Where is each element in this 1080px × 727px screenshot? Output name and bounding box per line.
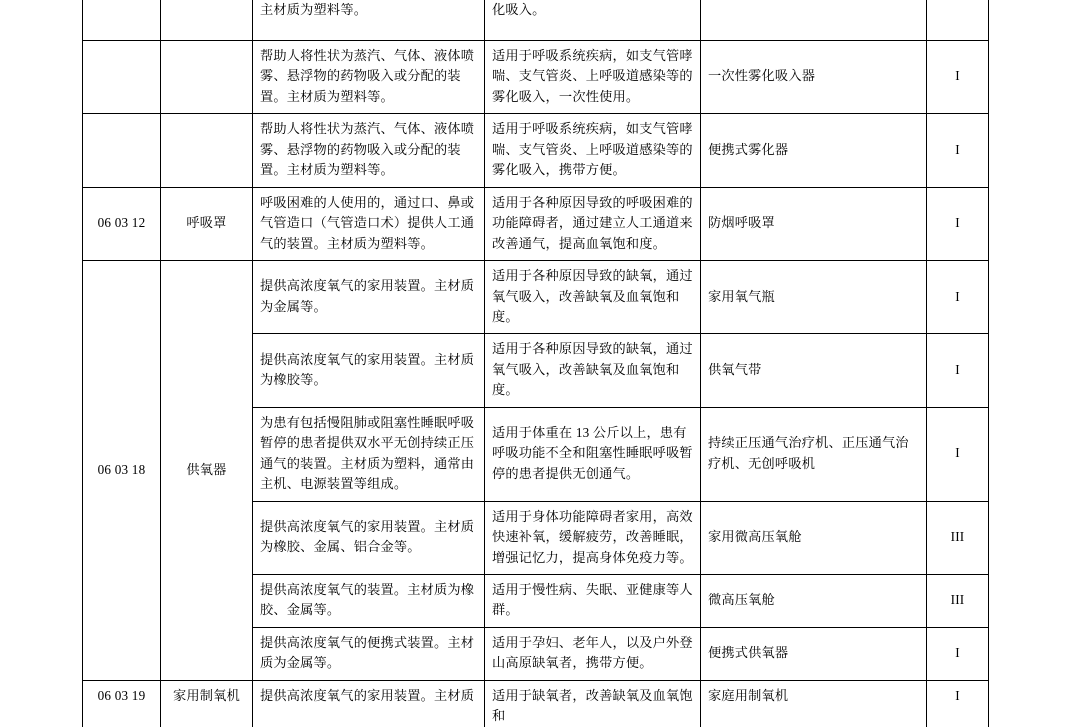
cell-product: 便携式雾化器 (701, 114, 927, 187)
medical-device-classification-table (82, 0, 989, 727)
cell-description: 帮助人将性状为蒸汽、气体、液体喷雾、悬浮物的药物吸入或分配的装置。主材质为塑料等。 (253, 114, 485, 187)
cell-description: 提供高浓度氧气的家用装置。主材质 (253, 680, 485, 726)
cell-scope: 适用于各种原因导致的呼吸困难的功能障碍者，通过建立人工通道来改善通气，提高血氧饱和度。 (485, 187, 701, 260)
cell-name (161, 0, 253, 41)
cell-product: 家庭用制氧机 (701, 680, 927, 726)
cell-code: 06 03 12 (83, 187, 161, 260)
cell-description: 提供高浓度氧气的便携式装置。主材质为金属等。 (253, 627, 485, 680)
cell-code (83, 41, 161, 114)
cell-description: 帮助人将性状为蒸汽、气体、液体喷雾、悬浮物的药物吸入或分配的装置。主材质为塑料等。 (253, 41, 485, 114)
cell-scope: 适用于孕妇、老年人，以及户外登山高原缺氧者，携带方便。 (485, 627, 701, 680)
cell-description: 主材质为塑料等。 (253, 0, 485, 41)
cell-description: 提供高浓度氧气的装置。主材质为橡胶、金属等。 (253, 574, 485, 627)
cell-class (927, 0, 989, 41)
cell-description: 提供高浓度氧气的家用装置。主材质为金属等。 (253, 261, 485, 334)
cell-class: I (927, 680, 989, 726)
cell-class: I (927, 187, 989, 260)
cell-scope: 适用于各种原因导致的缺氧，通过氧气吸入，改善缺氧及血氧饱和度。 (485, 334, 701, 407)
cell-class: I (927, 114, 989, 187)
cell-product: 便携式供氧器 (701, 627, 927, 680)
cell-code: 06 03 19 (83, 680, 161, 726)
cell-class: III (927, 501, 989, 574)
cell-description: 提供高浓度氧气的家用装置。主材质为橡胶等。 (253, 334, 485, 407)
cell-class: I (927, 334, 989, 407)
cell-product: 供氧气带 (701, 334, 927, 407)
table-row (83, 187, 989, 260)
cell-scope: 化吸入。 (485, 0, 701, 41)
cell-class: I (927, 407, 989, 501)
cell-scope: 适用于各种原因导致的缺氧，通过氧气吸入，改善缺氧及血氧饱和度。 (485, 261, 701, 334)
cell-name: 呼吸罩 (161, 187, 253, 260)
cell-code (83, 0, 161, 41)
cell-product: 一次性雾化吸入器 (701, 41, 927, 114)
cell-product: 防烟呼吸罩 (701, 187, 927, 260)
cell-name (161, 114, 253, 187)
table-row (83, 0, 989, 41)
cell-scope: 适用于缺氧者，改善缺氧及血氧饱和 (485, 680, 701, 726)
table-row (83, 680, 989, 726)
cell-class: I (927, 627, 989, 680)
cell-scope: 适用于体重在 13 公斤以上，患有呼吸功能不全和阻塞性睡眠呼吸暂停的患者提供无创通气。 (485, 407, 701, 501)
cell-scope: 适用于呼吸系统疾病，如支气管哮喘、支气管炎、上呼吸道感染等的雾化吸入，一次性使用。 (485, 41, 701, 114)
cell-code: 06 03 18 (83, 261, 161, 681)
cell-product: 家用氧气瓶 (701, 261, 927, 334)
cell-name: 家用制氧机 (161, 680, 253, 726)
cell-code (83, 114, 161, 187)
cell-class: I (927, 41, 989, 114)
cell-name (161, 41, 253, 114)
cell-product: 微高压氧舱 (701, 574, 927, 627)
cell-name: 供氧器 (161, 261, 253, 681)
cell-scope: 适用于慢性病、失眠、亚健康等人群。 (485, 574, 701, 627)
cell-scope: 适用于身体功能障碍者家用，高效快速补氧，缓解疲劳，改善睡眠，增强记忆力，提高身体免疫力等。 (485, 501, 701, 574)
table-row (83, 114, 989, 187)
cell-class: I (927, 261, 989, 334)
cell-description: 呼吸困难的人使用的，通过口、鼻或气管造口（气管造口术）提供人工通气的装置。主材质为塑料等。 (253, 187, 485, 260)
cell-product: 持续正压通气治疗机、正压通气治疗机、无创呼吸机 (701, 407, 927, 501)
cell-class: III (927, 574, 989, 627)
cell-scope: 适用于呼吸系统疾病，如支气管哮喘、支气管炎、上呼吸道感染等的雾化吸入，携带方便。 (485, 114, 701, 187)
table-row (83, 41, 989, 114)
cell-product (701, 0, 927, 41)
cell-description: 为患有包括慢阻肺或阻塞性睡眠呼吸暂停的患者提供双水平无创持续正压通气的装置。主材质为塑料，通常由主机、电源装置等组成。 (253, 407, 485, 501)
cell-product: 家用微高压氧舱 (701, 501, 927, 574)
table-row (83, 261, 989, 334)
cell-description: 提供高浓度氧气的家用装置。主材质为橡胶、金属、铝合金等。 (253, 501, 485, 574)
table-body (83, 0, 989, 727)
